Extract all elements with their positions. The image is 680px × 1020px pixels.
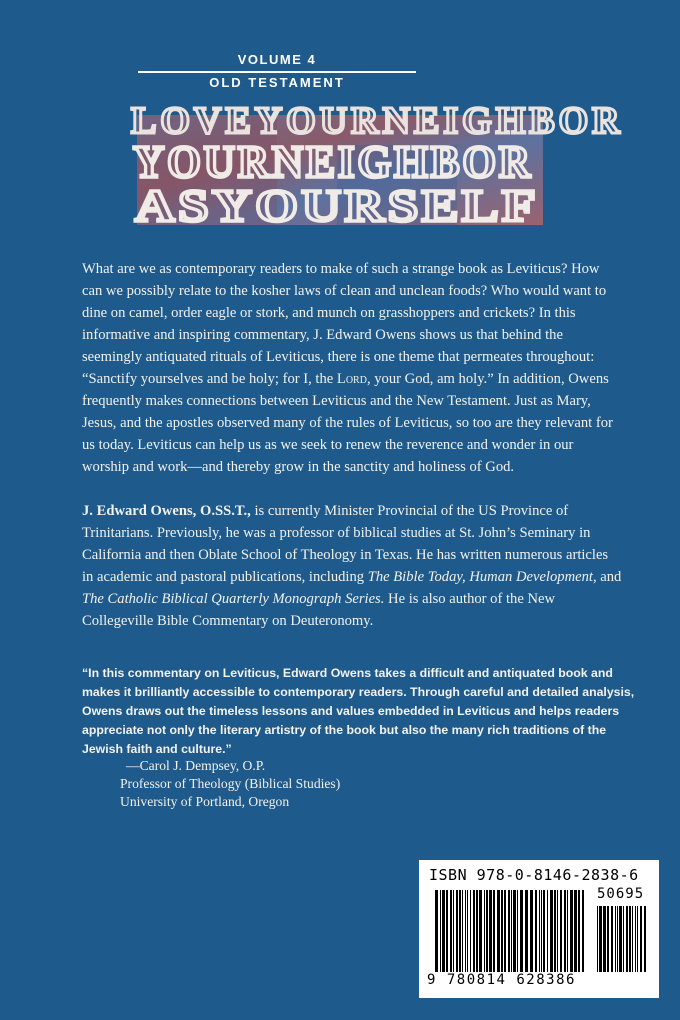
barcode-bar xyxy=(484,890,485,972)
barcode-bars xyxy=(433,890,589,972)
endorsement-attribution xyxy=(120,757,520,811)
barcode-bar xyxy=(473,890,475,972)
barcode-bar xyxy=(442,890,445,972)
mosaic-text-line: LOVEYOURNEIGHBOR xyxy=(131,100,624,142)
barcode-bar xyxy=(547,890,548,972)
endorser-name: —Carol J. Dempsey, O.P. xyxy=(126,758,266,773)
barcode-bar xyxy=(644,906,646,972)
lord-smallcaps: Lord xyxy=(336,371,367,387)
barcode-bar xyxy=(453,890,454,972)
endorsement-quote: “In this commentary on Leviticus, Edward Owens takes a difficult and antiquated book and makes it brilliantly accessible to contemporary readers. Through careful and detailed analysis, Owens draws out the timeless lessons and values embedded in Leviticus and helps readers appreciate not only the literary artistry of the book but also the many rich traditions of the Jewish faith and culture.” xyxy=(82,666,635,756)
publication-title: The Catholic Biblical Quarterly Monograph Series. xyxy=(82,591,385,607)
endorser-institution: University of Portland, Oregon xyxy=(120,794,290,809)
barcode-bar xyxy=(446,890,448,972)
barcode-bar xyxy=(564,890,566,972)
barcode-bar xyxy=(541,890,542,972)
barcode-bar xyxy=(615,906,616,972)
barcode-bar xyxy=(435,890,438,972)
barcode-bar xyxy=(603,906,606,972)
barcode-bar xyxy=(479,890,482,972)
barcode-bar xyxy=(570,890,573,972)
mosaic-svg xyxy=(131,100,624,231)
barcode-bar xyxy=(459,890,461,972)
cover-art-mosaic xyxy=(131,100,624,231)
barcode-bar xyxy=(456,890,458,972)
barcode-bar xyxy=(626,906,628,972)
barcode-bar xyxy=(486,890,488,972)
barcode-bar xyxy=(619,906,622,972)
barcode-bar xyxy=(611,906,613,972)
barcode-bar xyxy=(511,890,512,972)
barcode-bar xyxy=(440,890,441,972)
barcode-bar xyxy=(617,906,618,972)
barcode-bar xyxy=(470,890,471,972)
publication-title: The Bible Today, Human Development, xyxy=(367,569,597,585)
barcode-bar xyxy=(623,906,624,972)
barcode-bar xyxy=(599,906,602,972)
barcode-bar xyxy=(597,906,598,972)
barcode-bar xyxy=(635,906,636,972)
barcode-bar xyxy=(640,906,642,972)
barcode-bar xyxy=(550,890,553,972)
barcode-digits: 9 780814 628386 xyxy=(427,972,576,988)
barcode-bar xyxy=(582,890,584,972)
barcode-bar xyxy=(450,890,452,972)
barcode-bar xyxy=(517,890,518,972)
mosaic-text-line: YOURNEIGHBOR xyxy=(133,136,533,187)
barcode-bar xyxy=(637,906,638,972)
barcode-addon-bars xyxy=(595,906,651,972)
author-name: J. Edward Owens, O.SS.T., xyxy=(82,503,251,519)
description-text: What are we as contemporary readers to make of such a strange book as Leviticus? How can we possibly relate to the kosher laws of clean and unclean foods? Who would want to dine on camel, order eagle or stork, and munch on grasshoppers and crickets? In this informative and inspiring commentary, J. Edward Owens shows us that behind the seemingly antiquated rituals of Leviticus, there is one theme that permeates throughout: “Sanctify yourselves and be holy; for I, the xyxy=(82,261,607,387)
volume-label: VOLUME 4 xyxy=(237,52,317,67)
barcode-bar xyxy=(567,890,568,972)
barcode-bar xyxy=(476,890,478,972)
barcode-bar xyxy=(578,890,580,972)
barcode-bar xyxy=(493,890,495,972)
book-description xyxy=(82,258,622,478)
barcode-bar xyxy=(629,906,631,972)
description-text-cont: , your God, am holy.” In addition, Owens frequently makes connections between Leviticus and the New Testament. Just as Mary, Jesus, and the apostles observed many of the rules of Leviticus, so too are they relevant for us today. Leviticus can help us as we seek to renew the reverence and wonder in our worship and work—and thereby grow in the sanctity and holiness of God. xyxy=(82,371,613,475)
isbn-barcode xyxy=(419,860,659,998)
barcode-bar xyxy=(465,890,466,972)
bio-text: He is also author of the New Collegeville Bible Commentary on Deuteronomy. xyxy=(82,591,556,629)
barcode-bar xyxy=(557,890,558,972)
bio-text: is currently Minister Provincial of the US Province of Trinitarians. Previously, he was a professor of biblical studies at St. John’s Seminary in California and then Oblate School of Theology in Texas. He has written numerous articles in academic and pastoral publications, including xyxy=(82,503,609,585)
barcode-bar xyxy=(632,906,633,972)
barcode-bar xyxy=(530,890,533,972)
barcode-bar xyxy=(554,890,556,972)
barcode-bar xyxy=(535,890,537,972)
mosaic-text-line: ASYOURSELF xyxy=(135,180,539,231)
barcode-bar xyxy=(539,890,540,972)
barcode-bar xyxy=(543,890,545,972)
barcode-bar xyxy=(501,890,503,972)
barcode-bar xyxy=(504,890,506,972)
barcode-bar xyxy=(560,890,562,972)
barcode-bar xyxy=(520,890,523,972)
endorser-title: Professor of Theology (Biblical Studies) xyxy=(120,776,341,791)
barcode-bar xyxy=(525,890,528,972)
author-bio xyxy=(82,500,622,632)
barcode-bar xyxy=(467,890,468,972)
barcode-bar xyxy=(513,890,516,972)
volume-header xyxy=(138,52,416,91)
bio-text: and xyxy=(596,569,622,585)
barcode-bar xyxy=(489,890,492,972)
barcode-bar xyxy=(574,890,577,972)
price-code: 50695 xyxy=(597,886,645,902)
barcode-bar xyxy=(508,890,510,972)
barcode-bar xyxy=(462,890,463,972)
header-divider xyxy=(138,71,416,73)
barcode-bar xyxy=(607,906,609,972)
isbn-number: ISBN 978-0-8146-2838-6 xyxy=(429,866,639,884)
series-label: OLD TESTAMENT xyxy=(209,75,345,90)
barcode-bar xyxy=(497,890,500,972)
